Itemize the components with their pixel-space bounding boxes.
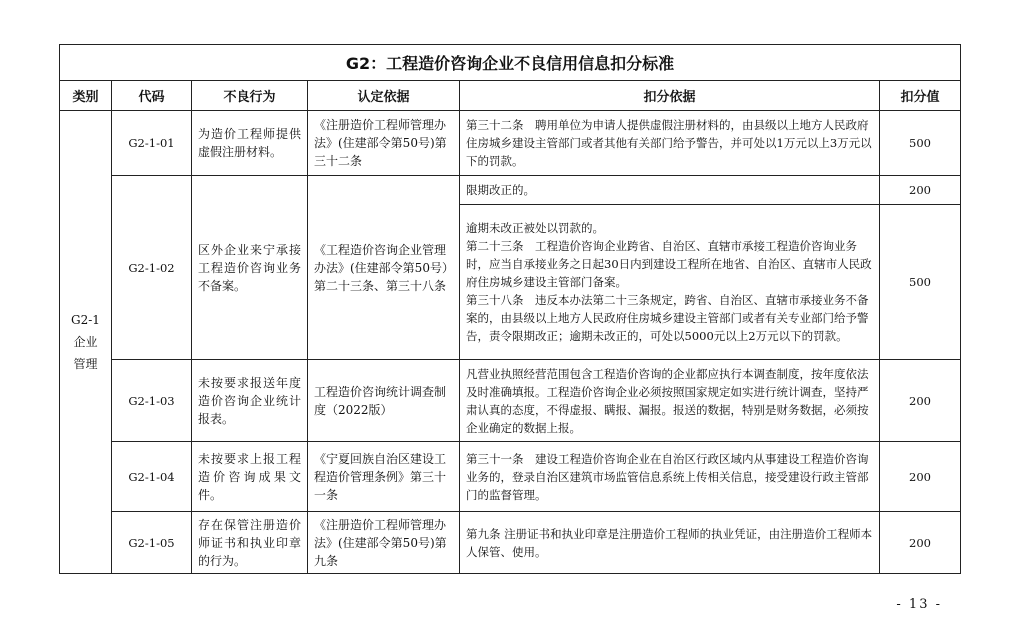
header-code: 代码	[112, 81, 192, 111]
table-row	[60, 176, 961, 205]
behavior-cell: 区外企业来宁承接工程造价咨询业务不备案。	[192, 176, 308, 360]
code-cell: G2-1-02	[112, 176, 192, 360]
deduction-basis-text: 限期改正的。	[466, 183, 535, 197]
code-cell: G2-1-01	[112, 111, 192, 176]
table-row	[60, 111, 961, 176]
code-cell: G2-1-04	[112, 442, 192, 512]
category-cell	[60, 111, 112, 574]
score-cell: 500	[880, 111, 961, 176]
deduction-basis-text: 第三十二条 聘用单位为申请人提供虚假注册材料的，由县级以上地方人民政府住房城乡建设主管部门或者其他有关部门给予警告，并可处以1万元以上3万元以下的罚款。	[466, 118, 872, 168]
score-cell: 200	[880, 176, 961, 205]
behavior-cell: 存在保管注册造价师证书和执业印章的行为。	[192, 512, 308, 574]
header-category: 类别	[60, 81, 112, 111]
header-basis: 认定依据	[308, 81, 460, 111]
code-cell: G2-1-03	[112, 360, 192, 442]
deduction-basis-cell	[460, 111, 880, 176]
basis-cell: 《工程造价咨询企业管理办法》(住建部令第50号）第二十三条、第三十八条	[308, 176, 460, 360]
header-row	[60, 81, 961, 111]
deduction-basis-text: 第九条 注册证书和执业印章是注册造价工程师的执业凭证，由注册造价工程师本人保管、使用。	[466, 526, 873, 559]
deduction-basis-text: 第三十八条 违反本办法第二十三条规定，跨省、自治区、直辖市承接业务不备案的，由县级以上地方人民政府住房城乡建设主管部门或者有关专业部门给予警告，责令限期改正；逾期未改正的，可处以5000元以上2万元以下的罚款。	[466, 293, 869, 343]
deduction-basis-text: 逾期未改正被处以罚款的。	[466, 221, 604, 235]
table-row	[60, 360, 961, 442]
score-cell: 200	[880, 512, 961, 574]
basis-cell: 《宁夏回族自治区建设工程造价管理条例》第三十一条	[308, 442, 460, 512]
score-cell: 500	[880, 205, 961, 360]
behavior-cell: 为造价工程师提供虚假注册材料。	[192, 111, 308, 176]
deduction-basis-cell	[460, 442, 880, 512]
deduction-basis-cell	[460, 360, 880, 442]
score-cell: 200	[880, 360, 961, 442]
credit-deduction-table	[59, 44, 961, 574]
basis-cell: 《注册造价工程师管理办法》(住建部令第50号)第九条	[308, 512, 460, 574]
deduction-basis-cell	[460, 205, 880, 360]
table-row	[60, 442, 961, 512]
behavior-cell: 未按要求上报工程造价咨询成果文件。	[192, 442, 308, 512]
code-cell: G2-1-05	[112, 512, 192, 574]
score-cell: 200	[880, 442, 961, 512]
category-text: 企业	[73, 335, 98, 349]
table-row	[60, 512, 961, 574]
category-text: 管理	[73, 357, 98, 371]
deduction-basis-text: 第二十三条 工程造价咨询企业跨省、自治区、直辖市承接工程造价咨询业务时，应当自承接业务之日起30日内到建设工程所在地省、自治区、直辖市人民政府住房城乡建设主管部门备案。	[466, 239, 872, 289]
page-number: - 13 -	[896, 597, 942, 612]
basis-cell: 工程造价咨询统计调查制度（2022版）	[308, 360, 460, 442]
deduction-basis-cell	[460, 512, 880, 574]
basis-cell: 《注册造价工程师管理办法》(住建部令第50号)第三十二条	[308, 111, 460, 176]
behavior-cell: 未按要求报送年度造价咨询企业统计报表。	[192, 360, 308, 442]
header-score: 扣分值	[880, 81, 961, 111]
deduction-basis-text: 凡营业执照经营范围包含工程造价咨询的企业都应执行本调查制度，按年度依法及时准确填报。工程造价咨询企业必须按照国家规定如实进行统计调查，坚持严肃认真的态度，不得虚报、瞒报、漏报。报送的数据，特别是财务数据，必须按企业确定的数据上报。	[466, 366, 869, 435]
deduction-basis-text: 第三十一条 建设工程造价咨询企业在自治区行政区域内从事建设工程造价咨询业务的，登录自治区建筑市场监管信息系统上传相关信息，接受建设行政主管部门的监督管理。	[466, 451, 869, 502]
header-deduction-basis: 扣分依据	[460, 81, 880, 111]
header-behavior: 不良行为	[192, 81, 308, 111]
table-title: G2：工程造价咨询企业不良信用信息扣分标准	[60, 45, 961, 81]
deduction-basis-cell	[460, 176, 880, 205]
category-text: G2-1	[71, 313, 100, 327]
